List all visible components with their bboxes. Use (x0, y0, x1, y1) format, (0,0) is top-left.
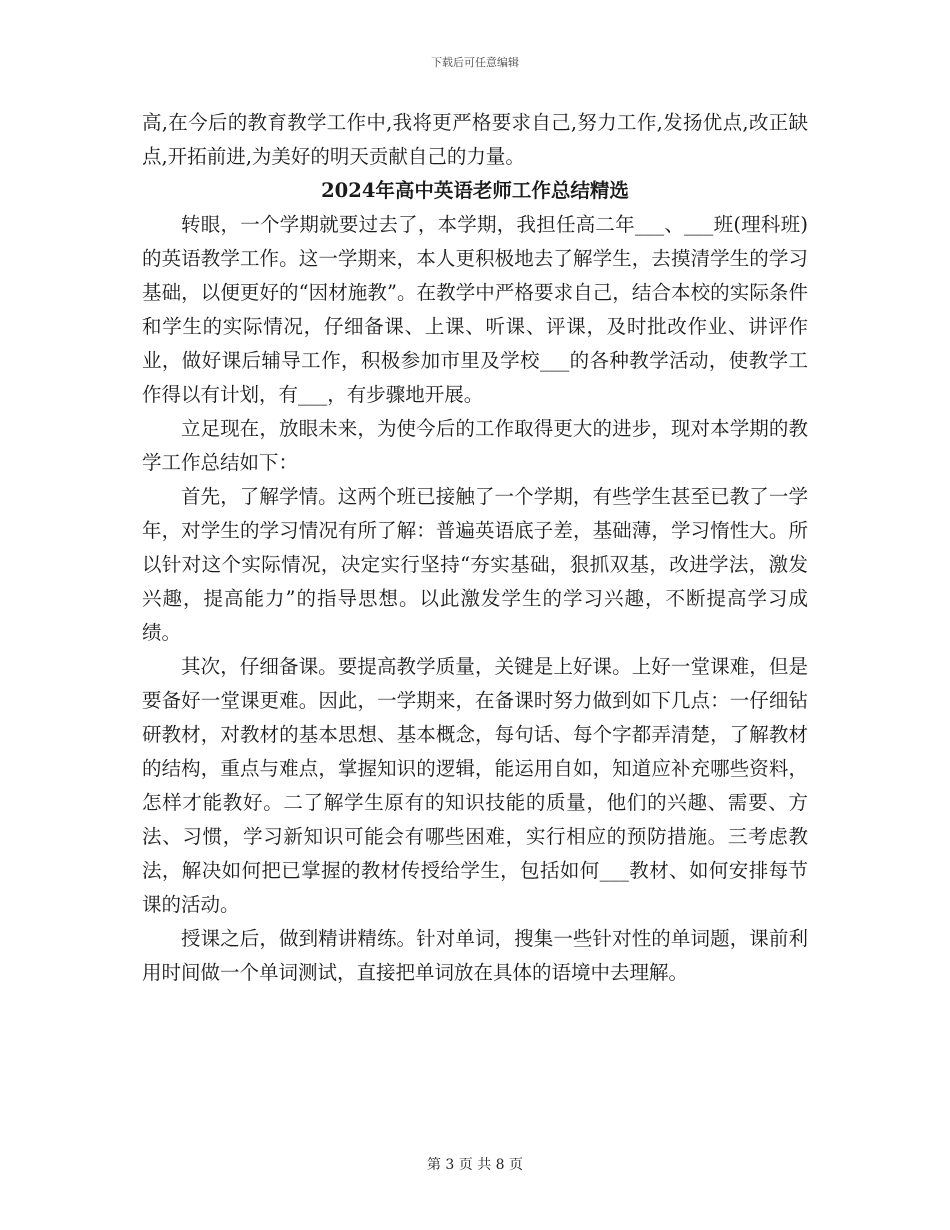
document-body (142, 106, 808, 990)
paragraph-understand-students: 首先，了解学情。这两个班已接触了一个学期，有些学生甚至已教了一学年，对学生的学习情况有所了解：普遍英语底子差，基础薄，学习惰性大。所以针对这个实际情况，决定实行坚持“夯实基础，狠抓双基，改进学法，激发兴趣，提高能力”的指导思想。以此激发学生的学习兴趣，不断提高学习成绩。 (142, 485, 808, 644)
page-number: 第 3 页 共 8 页 (426, 1157, 524, 1173)
paragraph-lesson-prep: 其次，仔细备课。要提高教学质量，关键是上好课。上好一堂课难，但是要备好一堂课更难。因此，一学期来，在备课时努力做到如下几点：一仔细钻研教材，对教材的基本思想、基本概念，每句话、每个字都弄清楚，了解教材的结构，重点与难点，掌握知识的逻辑，能运用自如，知道应补充哪些资料，怎样才能教好。二了解学生原有的知识技能的质量，他们的兴趣、需要、方法、习惯，学习新知识可能会有哪些困难，实行相应的预防措施。三考虑教法，解决如何把已掌握的教材传授给学生，包括如何___教材、如何安排每节课的活动。 (142, 655, 808, 916)
paragraph-after-class: 授课之后，做到精讲精练。针对单词，搜集一些针对性的单词题，课前利用时间做一个单词测试，直接把单词放在具体的语境中去理解。 (142, 927, 808, 984)
continuation-paragraph: 高,在今后的教育教学工作中,我将更严格要求自己,努力工作,发扬优点,改正缺点,开拓前进,为美好的明天贡献自己的力量。 (142, 111, 808, 168)
paragraph-intro: 转眼，一个学期就要过去了，本学期，我担任高二年___、___班(理科班)的英语教学工作。这一学期来，本人更积极地去了解学生，去摸清学生的学习基础，以便更好的“因材施教”。在教学中严格要求自己，结合本校的实际条件和学生的实际情况，仔细备课、上课、听课、评课，及时批改作业、讲评作业，做好课后辅导工作，积极参加市里及学校___的各种教学活动，使教学工作得以有计划，有___，有步骤地开展。 (142, 213, 808, 406)
paragraph-summary-lead: 立足现在，放眼未来，为使今后的工作取得更大的进步，现对本学期的教学工作总结如下： (142, 417, 808, 474)
document-title: 2024年高中英语老师工作总结精选 (321, 179, 629, 202)
header-note: 下载后可任意编辑 (431, 56, 519, 69)
